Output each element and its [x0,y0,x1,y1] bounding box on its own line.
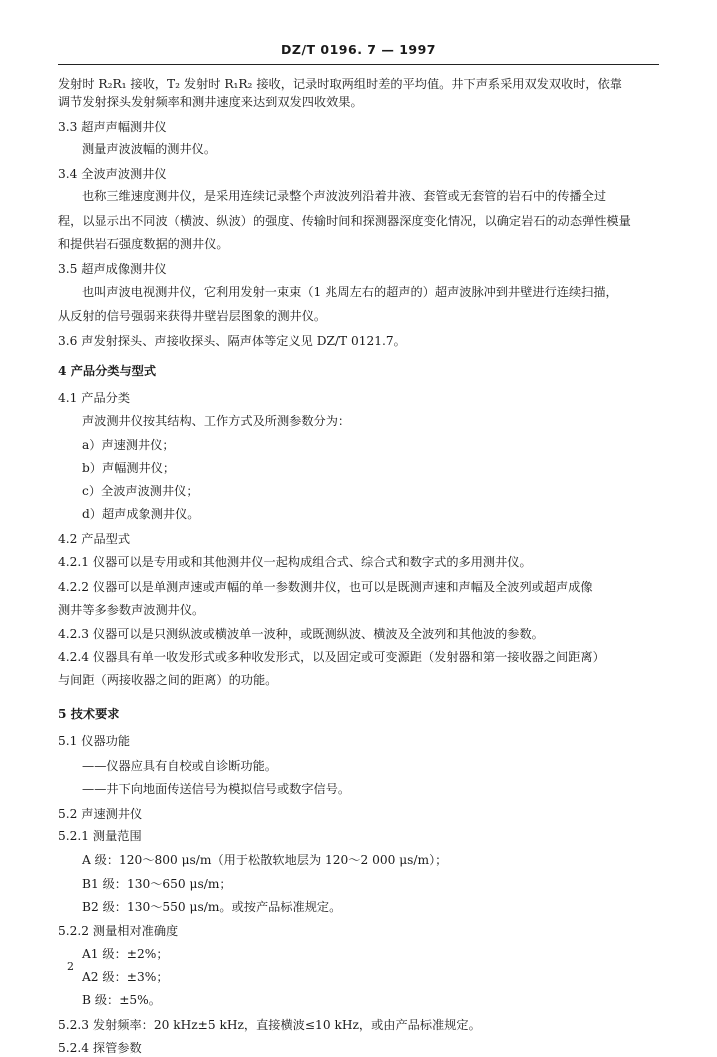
text-line: b）声幅测井仪； [82,461,176,475]
text-line: ——井下向地面传送信号为模拟信号或数字信号。 [82,782,351,796]
text-line: c）全波声波测井仪； [82,484,199,498]
text-line: 5.2.2 测量相对准确度 [58,924,179,938]
text-line: A2 级：±3%； [82,970,169,984]
text-line: 和提供岩石强度数据的测井仪。 [58,237,229,251]
text-line: 4.2.3 仪器可以是只测纵波或横波单一波种，或既测纵波、横波及全波列和其他波的参数。 [58,627,544,641]
text-line: 5.2 声速测井仪 [58,807,143,821]
text-line: ——仪器应具有自校或自诊断功能。 [82,759,277,773]
text-line: 3.5 超声成像测井仪 [58,262,167,276]
text-line: 4.2.4 仪器具有单一收发形式或多种收发形式，以及固定或可变源距（发射器和第一接收器之间距离） [58,650,605,664]
text-line: 也叫声波电视测井仪，它利用发射一束束（1 兆周左右的超声的）超声波脉冲到井壁进行连续扫描， [82,285,618,299]
text-line: 4.2 产品型式 [58,532,131,546]
text-line: A1 级：±2%； [82,947,169,961]
text-line: 调节发射探头发射频率和测井速度来达到双发四收效果。 [58,95,363,109]
text-line: B 级：±5%。 [82,993,161,1007]
text-line: a）声速测井仪； [82,438,175,452]
text-line: 4.1 产品分类 [58,391,131,405]
text-line: 3.6 声发射探头、声接收探头、隔声体等定义见 DZ/T 0121.7。 [58,334,406,348]
text-line: 测量声波波幅的测井仪。 [82,142,217,156]
text-line: B2 级：130～550 μs/m。或按产品标准规定。 [82,900,342,914]
page-number: 2 [67,960,74,973]
text-line: 程，以显示出不同波（横波、纵波）的强度、传输时间和探测器深度变化情况，以确定岩石的动态弹性模量 [58,214,631,228]
text-line: 与间距（两接收器之间的距离）的功能。 [58,673,278,687]
text-line: 4 产品分类与型式 [58,364,157,378]
text-line: 3.4 全波声波测井仪 [58,167,167,181]
text-line: 从反射的信号强弱来获得井壁岩层图象的测井仪。 [58,309,327,323]
text-line: 也称三维速度测井仪，是采用连续记录整个声波波列沿着井液、套管或无套管的岩石中的传播全过 [82,189,607,203]
text-line: d）超声成象测井仪。 [82,507,200,521]
text-line: 发射时 R₂R₁ 接收，T₂ 发射时 R₁R₂ 接收，记录时取两组时差的平均值。井下声系采用双发双收时，依靠 [58,77,622,91]
page-header [58,34,659,65]
text-line: B1 级：130～650 μs/m； [82,877,232,891]
text-line: 5.2.4 探管参数 [58,1041,142,1055]
standard-code: DZ/T 0196. 7 — 1997 [281,42,436,57]
text-line: 5.2.3 发射频率：20 kHz±5 kHz，直接横波≤10 kHz，或由产品标准规定。 [58,1018,481,1032]
text-line: A 级：120～800 μs/m（用于松散软地层为 120～2 000 μs/m）； [82,853,448,867]
text-line: 4.2.1 仪器可以是专用或和其他测井仪一起构成组合式、综合式和数字式的多用测井仪。 [58,555,532,569]
text-line: 4.2.2 仪器可以是单测声速或声幅的单一参数测井仪，也可以是既测声速和声幅及全波列或超声成像 [58,580,593,594]
text-line: 5.2.1 测量范围 [58,829,142,843]
text-line: 5 技术要求 [58,707,120,721]
text-line: 3.3 超声声幅测井仪 [58,120,167,134]
text-line: 测井等多参数声波测井仪。 [58,603,205,617]
text-line: 5.1 仪器功能 [58,734,131,748]
text-line: 声波测井仪按其结构、工作方式及所测参数分为： [82,414,351,428]
